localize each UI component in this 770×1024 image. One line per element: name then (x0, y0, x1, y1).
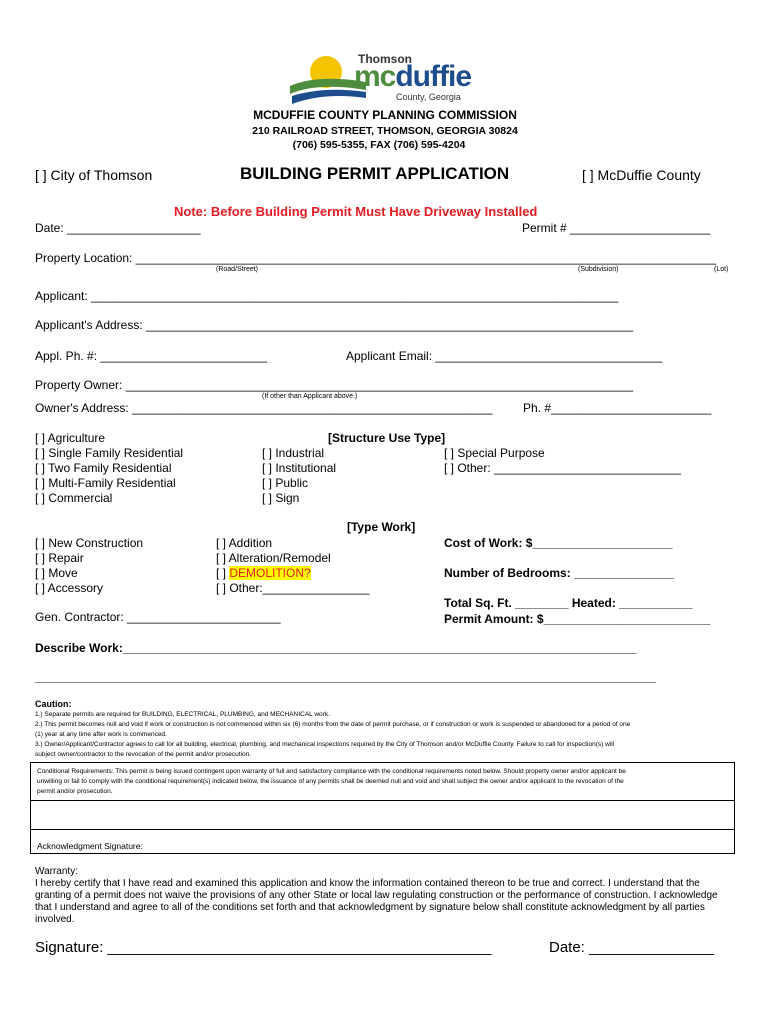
structure-use-option[interactable]: [ ] Other: ____________________________ (444, 461, 681, 475)
date-field[interactable]: Date: ____________________ (35, 221, 201, 235)
driveway-note: Note: Before Building Permit Must Have Driveway Installed (174, 204, 538, 219)
caution-heading: Caution: (35, 699, 72, 709)
structure-use-option[interactable]: [ ] Public (262, 476, 309, 490)
county-checkbox[interactable]: [ ] McDuffie County (582, 167, 701, 183)
warranty-text: I hereby certify that I have read and examined this application and know the information contained thereon to be true and correct. I understand that the granting of a permit does not waive the provisions of any other State or local law regulating construction or the performance of construction. I acknowledge that I understand and agree to all of the conditions set forth and that acknowledgment by signature below shall constitute acknowledgment by all parties involved. (35, 878, 718, 925)
demolition-highlight: DEMOLITION? (229, 566, 311, 580)
permit-amount-field[interactable]: Permit Amount: $_________________________ (444, 612, 711, 626)
logo-mcduffie-text: mcduffie (354, 60, 472, 93)
type-work-heading: [Type Work] (347, 520, 416, 534)
caution-item: (1) year at any time after work is commenced. (35, 731, 167, 738)
road-street-label: (Road/Street) (216, 266, 259, 273)
logo-thomson-text: Thomson (358, 52, 412, 66)
type-work-option[interactable]: [ ] DEMOLITION? (216, 566, 311, 580)
applicant-field[interactable]: Applicant: _______________________________________________________________________________ (35, 289, 619, 303)
describe-work-field[interactable]: Describe Work:_____________________________________________________________________________ (35, 641, 637, 655)
structure-use-col1 (35, 431, 183, 506)
property-location-field[interactable]: Property Location: _______________________________________________________________________________________ (35, 251, 717, 265)
structure-use-option[interactable]: [ ] Single Family Residential (35, 446, 184, 460)
caution-list (35, 710, 630, 760)
structure-use-col3 (444, 446, 681, 476)
signature-field[interactable]: Signature: ______________________________________________ (35, 939, 492, 956)
applicant-phone-field[interactable]: Appl. Ph. #: _________________________ (35, 349, 268, 363)
signature-date-field[interactable]: Date: _______________ (549, 939, 715, 956)
gen-contractor-field[interactable]: Gen. Contractor: _______________________ (35, 610, 281, 624)
applicant-email-field[interactable]: Applicant Email: __________________________________ (346, 349, 663, 363)
city-checkbox[interactable]: [ ] City of Thomson (35, 167, 153, 183)
structure-use-heading: [Structure Use Type] (328, 431, 446, 445)
type-work-option[interactable]: [ ] Alteration/Remodel (216, 551, 331, 565)
type-work-option[interactable]: [ ] Addition (216, 536, 273, 550)
permit-number-field[interactable]: Permit # _____________________ (522, 221, 711, 235)
type-work-option[interactable]: [ ] Move (35, 566, 78, 580)
structure-use-option[interactable]: [ ] Agriculture (35, 431, 106, 445)
logo-county-text: County, Georgia (396, 92, 461, 102)
structure-use-option[interactable]: [ ] Industrial (262, 446, 325, 460)
structure-use-option[interactable]: [ ] Sign (262, 491, 300, 505)
lot-label: (Lot) (714, 266, 729, 273)
type-work-option[interactable]: [ ] Repair (35, 551, 84, 565)
caution-item: subject owner/contractor to the revocation of the permit and/or prosecution. (35, 751, 252, 758)
mcduffie-logo (288, 48, 488, 106)
structure-use-col2 (262, 446, 336, 506)
org-address: 210 RAILROAD STREET, THOMSON, GEORGIA 30824 (252, 125, 518, 137)
warranty-heading: Warranty: (35, 866, 78, 877)
structure-use-option[interactable]: [ ] Two Family Residential (35, 461, 172, 475)
structure-use-option[interactable]: [ ] Multi-Family Residential (35, 476, 176, 490)
type-work-option[interactable]: [ ] Other:________________ (216, 581, 370, 595)
cost-of-work-field[interactable]: Cost of Work: $_____________________ (444, 536, 673, 550)
owner-address-field[interactable]: Owner's Address: ______________________________________________________ (35, 401, 493, 415)
conditional-requirements-box (30, 762, 735, 854)
applicant-address-field[interactable]: Applicant's Address: _________________________________________________________________________ (35, 318, 634, 332)
page-title: BUILDING PERMIT APPLICATION (240, 164, 510, 183)
structure-use-option[interactable]: [ ] Institutional (262, 461, 337, 475)
if-other-label: (If other than Applicant above.) (262, 393, 358, 400)
type-work-option[interactable]: [ ] Accessory (35, 581, 104, 595)
conditional-text: Conditional Requirements: This permit is being issued contingent upon warranty of full and satisfactory compliance with the conditional requirements noted below. Should property owner and/or applicant be unwilling or fail to comply with the conditional requirement(s) indicated below, the issuance of any permits shall be deemed null and void and shall subject the owner and/or applicant to the revocation of the permit and/or prosecution. (37, 768, 626, 795)
caution-item: 2.) This permit becomes null and void if work or construction is not commenced within six (6) months from the date of permit purchase, or if construction or work is suspended or abandoned for a period of one (35, 721, 631, 728)
structure-use-option[interactable]: [ ] Special Purpose (444, 446, 545, 460)
ack-signature-field[interactable]: Acknowledgment Signature: (37, 841, 143, 851)
property-owner-field[interactable]: Property Owner: ____________________________________________________________________________ (35, 378, 633, 392)
caution-item: 3.) Owner/Applicant/Contractor agrees to call for all building, electrical, plumbing, and mechanical inspections required by the City of Thomson and/or McDuffie County. Failure to call for inspection(s) will (35, 741, 615, 748)
org-name: MCDUFFIE COUNTY PLANNING COMMISSION (253, 108, 517, 122)
bedrooms-field[interactable]: Number of Bedrooms: _______________ (444, 566, 675, 580)
describe-work-line2[interactable]: _____________________________________________________________________________________________ (35, 670, 656, 684)
subdivision-label: (Subdivision) (578, 266, 619, 273)
type-work-col2 (216, 536, 369, 596)
divider (31, 800, 734, 801)
type-work-col1 (35, 536, 143, 596)
divider (31, 829, 734, 830)
type-work-option[interactable]: [ ] New Construction (35, 536, 144, 550)
structure-use-option[interactable]: [ ] Commercial (35, 491, 113, 505)
owner-phone-field[interactable]: Ph. #________________________ (523, 401, 712, 415)
org-phone: (706) 595-5355, FAX (706) 595-4204 (292, 139, 466, 151)
caution-item: 1.) Separate permits are required for BUILDING, ELECTRICAL, PLUMBING, and MECHANICAL work. (35, 711, 330, 718)
sqft-field[interactable]: Total Sq. Ft. ________ Heated: ___________ (444, 596, 693, 610)
